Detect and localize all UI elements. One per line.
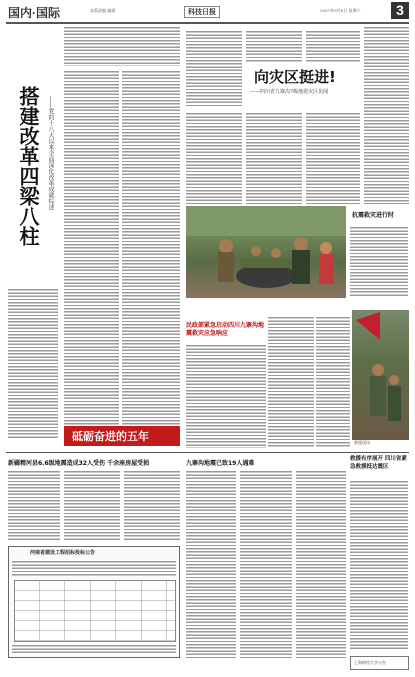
notice-table-cols bbox=[14, 580, 174, 640]
bottom-left-body-1 bbox=[8, 470, 60, 540]
feature-headline: 搭建改革四梁八柱 bbox=[16, 86, 40, 246]
footer-notice: 上海财经大学公告 bbox=[354, 660, 386, 665]
bottom-mid-body-1 bbox=[186, 470, 236, 660]
rescue-scene-image bbox=[186, 206, 346, 298]
bottom-section-rule bbox=[6, 452, 409, 453]
notice-title: 河南省建设工程招标投标公告 bbox=[30, 550, 96, 556]
bottom-mid-body-2 bbox=[240, 470, 292, 660]
bottom-right-headline: 救援有序展开 四川省紧急救援抵达震区 bbox=[350, 456, 407, 470]
notice-body bbox=[12, 560, 176, 576]
bottom-mid-body-3 bbox=[296, 470, 346, 660]
bottom-left-headline: 新疆精河县6.6级地震造成32人受伤 千余座房屋受损 bbox=[8, 460, 150, 467]
top-story-intro bbox=[186, 30, 242, 108]
top-story-intro-2 bbox=[246, 30, 302, 62]
mid-body-col3 bbox=[306, 112, 360, 204]
date-info: 2007年9月8日 星期六 bbox=[320, 8, 361, 13]
photo-caption-main: 抗震救灾进行时 bbox=[352, 212, 395, 219]
masthead: 科技日报 bbox=[184, 6, 220, 18]
feature-body-top bbox=[64, 26, 180, 66]
bottom-right-body bbox=[350, 480, 408, 650]
mid-story-body-1 bbox=[186, 344, 266, 448]
section-title: 国内·国际 bbox=[8, 6, 60, 20]
main-photo bbox=[186, 206, 346, 298]
bottom-left-body-2 bbox=[64, 470, 120, 540]
right-body-col bbox=[364, 26, 409, 204]
feature-subhead: ——党的十八大以来全面深化改革成就综述 bbox=[47, 96, 54, 210]
mid-body-col1 bbox=[186, 112, 242, 204]
mid-story-headline: 民政部紧急启动四川九寨沟地震救灾应急响应 bbox=[186, 322, 265, 337]
top-story-intro-3 bbox=[306, 30, 360, 62]
feature-body-col1 bbox=[8, 288, 58, 438]
feature-body-col3 bbox=[122, 70, 180, 425]
bottom-mid-headline: 九寨沟地震已致19人遇难 bbox=[186, 460, 255, 467]
editor-info: 本版责编 编辑 bbox=[90, 8, 116, 13]
header-rule bbox=[6, 22, 409, 24]
banner-text: 砥砺奋进的五年 bbox=[72, 430, 149, 443]
mid-story-body-2 bbox=[268, 316, 314, 448]
top-story-subhead: ——四川省九寨沟7级地震灾区见闻 bbox=[250, 89, 329, 95]
photo-caption-text bbox=[350, 226, 408, 296]
notice-footer-text bbox=[12, 644, 176, 654]
feature-body-col2 bbox=[64, 70, 119, 425]
rescue-team-image bbox=[352, 310, 409, 440]
bottom-left-body-3 bbox=[124, 470, 180, 540]
photo-caption-right: 救援现场 bbox=[354, 440, 370, 445]
page-number: 3 bbox=[391, 2, 409, 19]
mid-story-body-3 bbox=[316, 316, 350, 448]
mid-body-col2 bbox=[246, 112, 302, 204]
right-photo bbox=[352, 310, 409, 440]
top-story-headline: 向灾区挺进! bbox=[254, 68, 336, 86]
